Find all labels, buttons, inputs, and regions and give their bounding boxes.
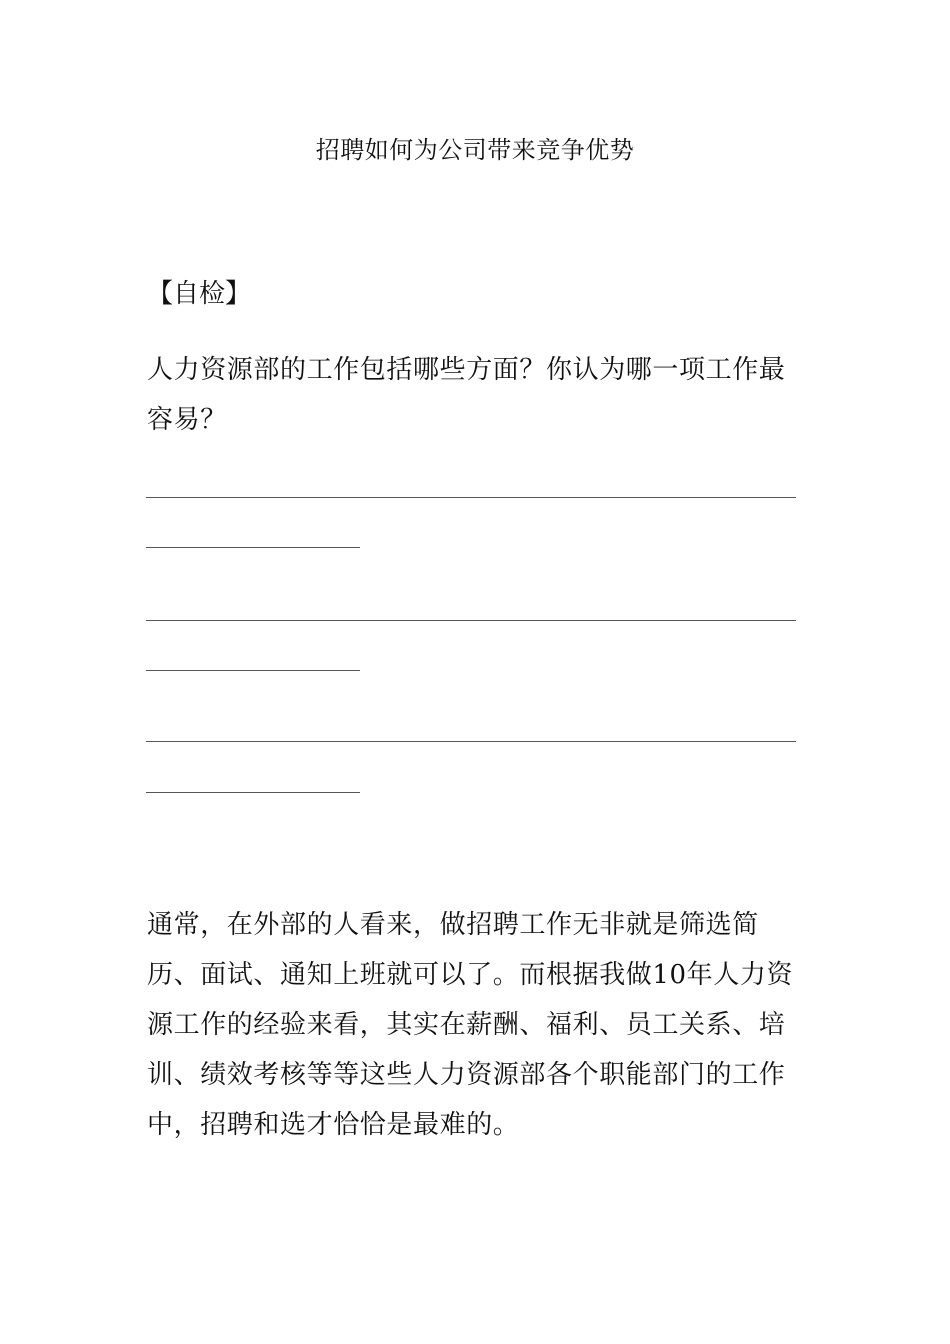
- answer-line[interactable]: [146, 741, 796, 742]
- answer-line[interactable]: [146, 497, 796, 498]
- answer-line[interactable]: [146, 620, 796, 621]
- self-check-question: 人力资源部的工作包括哪些方面？你认为哪一项工作最容易？: [147, 355, 786, 435]
- answer-line[interactable]: [146, 547, 360, 548]
- body-paragraph: 通常，在外部的人看来，做招聘工作无非就是筛选简历、面试、通知上班就可以了。而根据我做10年人力资源工作的经验来看，其实在薪酬、福利、员工关系、培训、绩效考核等等这些人力资源部各个职能部门的工作中，招聘和选才恰恰是最难的。: [147, 910, 794, 1140]
- section-label: 【自检】: [147, 279, 252, 309]
- page-title: 招聘如何为公司带来竞争优势: [315, 136, 635, 164]
- answer-line[interactable]: [146, 792, 360, 793]
- answer-line[interactable]: [146, 670, 360, 671]
